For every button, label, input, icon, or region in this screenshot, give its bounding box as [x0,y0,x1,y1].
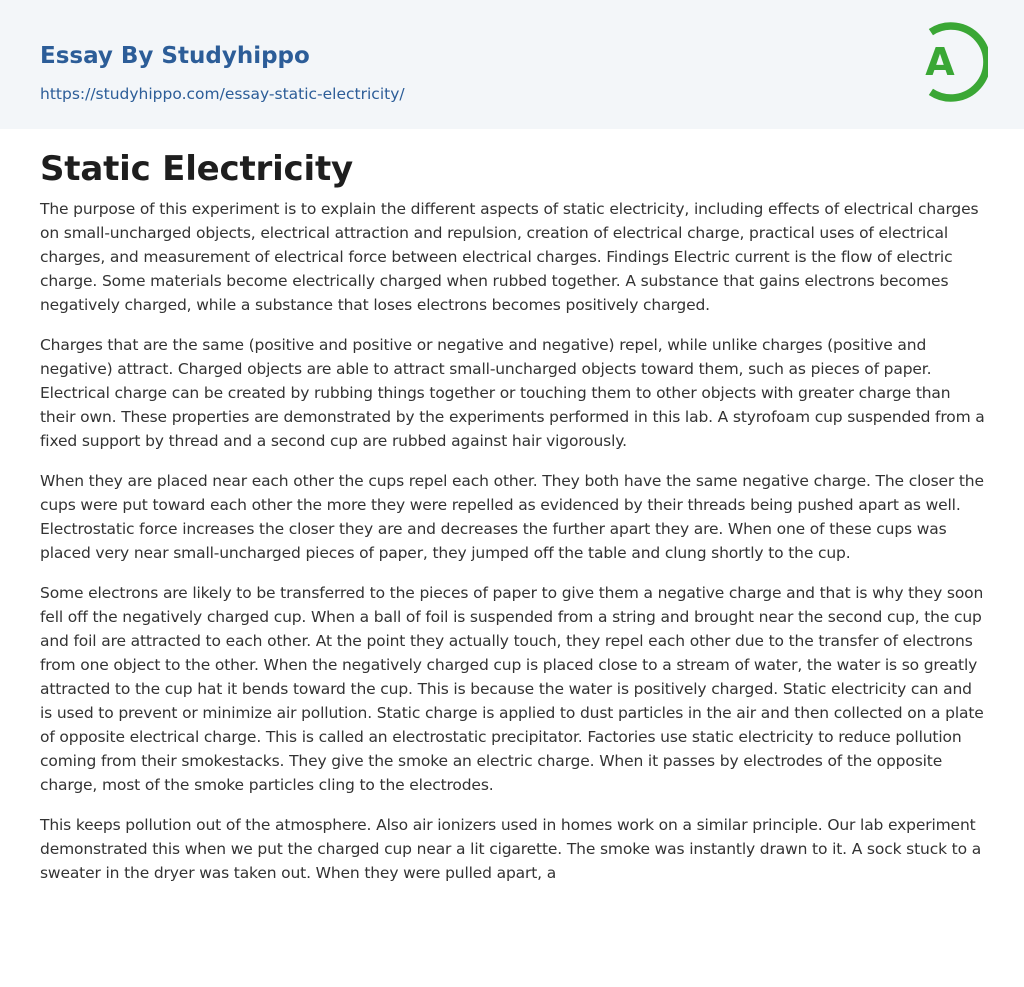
essay-paragraph: This keeps pollution out of the atmosphere. Also air ionizers used in homes work on a similar principle. Our lab experiment demonstrated this when we put the charged cup near a lit cigarette. The smoke was instantly drawn to it. A sock stuck to a sweater in the dryer was taken out. When they were pulled apart, a [40,816,982,882]
logo-letter: A [925,40,955,84]
page-title: Static Electricity [40,149,353,189]
essay-paragraph: When they are placed near each other the cups repel each other. They both have the same negative charge. The closer the cups were put toward each other the more they were repelled as evidenced by their threads being pushed apart as well. Electrostatic force increases the closer they are and decreases the further apart they are. When one of these cups was placed very near small-uncharged pieces of paper, they jumped off the table and clung shortly to the cup. [40,472,984,562]
essay-content [0,129,1024,885]
essay-paragraph: The purpose of this experiment is to explain the different aspects of static electricity, including effects of electrical charges on small-uncharged objects, electrical attraction and repulsion, creation of electrical charge, practical uses of electrical charges, and measurement of electrical force between electrical charges. Findings Electric current is the flow of electric charge. Some materials become electrically charged when rubbed together. A substance that gains electrons becomes negatively charged, while a substance that loses electrons becomes positively charged. [40,200,979,314]
essay-url-link[interactable]: https://studyhippo.com/essay-static-electricity/ [40,85,405,103]
essay-paragraph: Charges that are the same (positive and positive or negative and negative) repel, while unlike charges (positive and negative) attract. Charged objects are able to attract small-uncharged objects toward them, such as pieces of paper. Electrical charge can be created by rubbing things together or touching them to other objects with greater charge than their own. These properties are demonstrated by the experiments performed in this lab. A styrofoam cup suspended from a fixed support by thread and a second cup are rubbed against hair vigorously. [40,336,985,450]
studyhippo-logo-icon[interactable] [910,17,988,107]
site-header [0,0,1024,129]
essay-paragraph: Some electrons are likely to be transferred to the pieces of paper to give them a negative charge and that is why they soon fell off the negatively charged cup. When a ball of foil is suspended from a string and brought near the second cup, the cup and foil are attracted to each other. At the point they actually touch, they repel each other due to the transfer of electrons from one object to the other. When the negatively charged cup is placed close to a stream of water, the water is so greatly attracted to the cup hat it bends toward the cup. This is because the water is positively charged. Static electricity can and is used to prevent or minimize air pollution. Static charge is applied to dust particles in the air and then collected on a plate of opposite electrical charge. This is called an electrostatic precipitator. Factories use static electricity to reduce pollution coming from their smokestacks. They give the smoke an electric charge. When it passes by electrodes of the opposite charge, most of the smoke particles cling to the electrodes. [40,584,984,794]
brand-title[interactable]: Essay By Studyhippo [40,43,310,69]
